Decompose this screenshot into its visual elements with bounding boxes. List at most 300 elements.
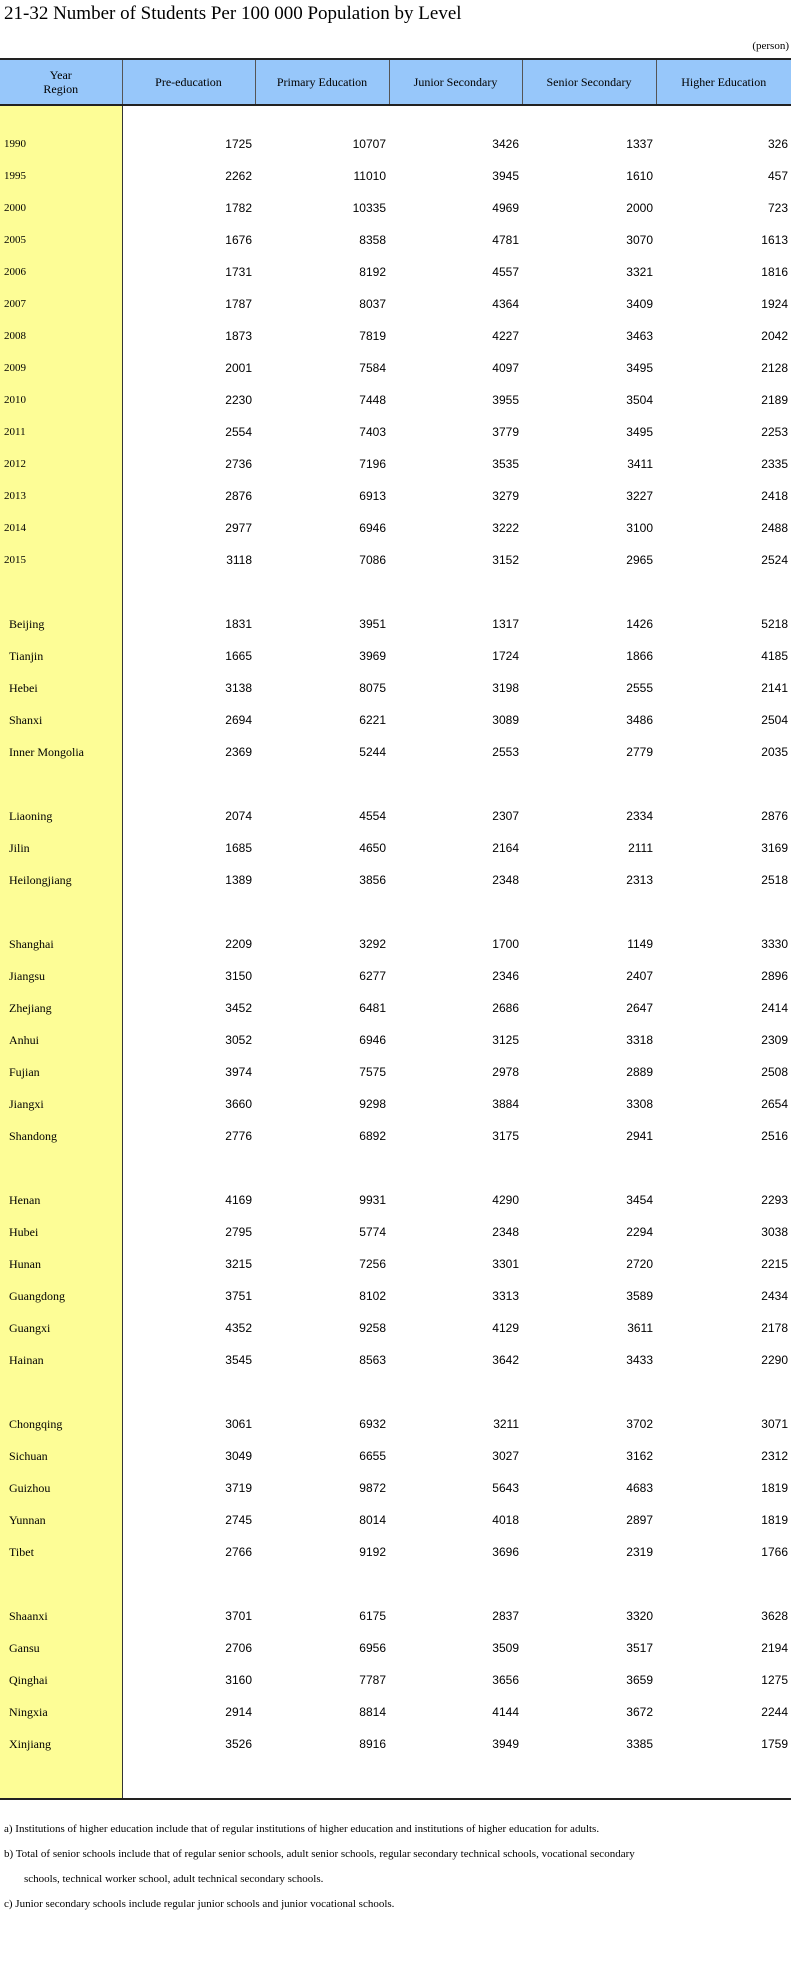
value-cell: 3426 (492, 137, 519, 151)
value-cell: 2000 (626, 201, 653, 215)
value-cell: 4650 (359, 841, 386, 855)
value-cell: 2488 (761, 521, 788, 535)
value-cell: 2178 (761, 1321, 788, 1335)
value-cell: 3517 (626, 1641, 653, 1655)
table-row (0, 608, 791, 640)
region-label: Jiangxi (0, 1088, 122, 1120)
value-cell: 3320 (626, 1609, 653, 1623)
table-row (0, 128, 791, 160)
value-cell: 2766 (225, 1545, 252, 1559)
table-row (0, 1600, 791, 1632)
value-cell: 2914 (225, 1705, 252, 1719)
value-cell: 3321 (626, 265, 653, 279)
value-cell: 3433 (626, 1353, 653, 1367)
value-cell: 3215 (225, 1257, 252, 1271)
table-row (0, 1504, 791, 1536)
value-cell: 3463 (626, 329, 653, 343)
value-cell: 1766 (761, 1545, 788, 1559)
value-cell: 9872 (359, 1481, 386, 1495)
value-cell: 2889 (626, 1065, 653, 1079)
table-row (0, 1664, 791, 1696)
table-row (0, 1632, 791, 1664)
value-cell: 5774 (359, 1225, 386, 1239)
value-cell: 3313 (492, 1289, 519, 1303)
value-cell: 3169 (761, 841, 788, 855)
value-cell: 3659 (626, 1673, 653, 1687)
value-cell: 3071 (761, 1417, 788, 1431)
region-label: Beijing (0, 608, 122, 640)
value-cell: 2647 (626, 1001, 653, 1015)
value-cell: 2128 (761, 361, 788, 375)
stub-cell (0, 1760, 122, 1799)
value-cell: 2434 (761, 1289, 788, 1303)
value-cell: 3162 (626, 1449, 653, 1463)
value-cell: 6913 (359, 489, 386, 503)
table-row (0, 1280, 791, 1312)
year-label: 2012 (0, 448, 122, 480)
value-cell: 2516 (761, 1129, 788, 1143)
value-cell: 1389 (225, 873, 252, 887)
value-cell: 6946 (359, 1033, 386, 1047)
value-cell: 7256 (359, 1257, 386, 1271)
value-cell: 3138 (225, 681, 252, 695)
value-cell: 2414 (761, 1001, 788, 1015)
spacer-row (0, 1568, 791, 1600)
stub-header (0, 59, 122, 105)
value-cell: 5643 (492, 1481, 519, 1495)
region-label: Hainan (0, 1344, 122, 1376)
footnote: schools, technical worker school, adult technical secondary schools. (24, 1873, 324, 1885)
value-cell: 2965 (626, 553, 653, 567)
value-cell: 8563 (359, 1353, 386, 1367)
value-cell: 2407 (626, 969, 653, 983)
empty-cell (122, 896, 255, 928)
value-cell: 9931 (359, 1193, 386, 1207)
region-label: Sichuan (0, 1440, 122, 1472)
value-cell: 7403 (359, 425, 386, 439)
value-cell: 2745 (225, 1513, 252, 1527)
region-label: Hebei (0, 672, 122, 704)
region-label: Yunnan (0, 1504, 122, 1536)
value-cell: 1866 (626, 649, 653, 663)
value-cell: 3486 (626, 713, 653, 727)
value-cell: 2720 (626, 1257, 653, 1271)
value-cell: 7787 (359, 1673, 386, 1687)
value-cell: 10707 (352, 137, 386, 151)
value-cell: 5218 (761, 617, 788, 631)
value-cell: 6892 (359, 1129, 386, 1143)
empty-cell (522, 1152, 656, 1184)
table-row (0, 640, 791, 672)
stub-header-region: Region (43, 82, 79, 96)
value-cell: 2654 (761, 1097, 788, 1111)
value-cell: 1337 (626, 137, 653, 151)
spacer-row (0, 1152, 791, 1184)
empty-cell (389, 105, 522, 128)
value-cell: 3509 (492, 1641, 519, 1655)
value-cell: 1759 (761, 1737, 788, 1751)
value-cell: 2209 (225, 937, 252, 951)
stub-cell (0, 576, 122, 608)
value-cell: 3150 (225, 969, 252, 983)
value-cell: 2346 (492, 969, 519, 983)
table-row (0, 832, 791, 864)
value-cell: 3308 (626, 1097, 653, 1111)
empty-cell (122, 1760, 255, 1799)
value-cell: 2290 (761, 1353, 788, 1367)
empty-cell (122, 1568, 255, 1600)
value-cell: 2141 (761, 681, 788, 695)
table-row (0, 288, 791, 320)
table-row (0, 1120, 791, 1152)
value-cell: 7196 (359, 457, 386, 471)
value-cell: 3100 (626, 521, 653, 535)
value-cell: 2313 (626, 873, 653, 887)
value-cell: 3292 (359, 937, 386, 951)
value-cell: 2035 (761, 745, 788, 759)
year-label: 2010 (0, 384, 122, 416)
table-row (0, 928, 791, 960)
region-label: Tibet (0, 1536, 122, 1568)
value-cell: 1685 (225, 841, 252, 855)
value-cell: 6277 (359, 969, 386, 983)
region-label: Liaoning (0, 800, 122, 832)
value-cell: 1816 (761, 265, 788, 279)
table-row (0, 160, 791, 192)
value-cell: 2348 (492, 873, 519, 887)
value-cell: 3884 (492, 1097, 519, 1111)
value-cell: 3198 (492, 681, 519, 695)
value-cell: 2309 (761, 1033, 788, 1047)
value-cell: 3330 (761, 937, 788, 951)
stub-cell (0, 1152, 122, 1184)
year-label: 2009 (0, 352, 122, 384)
value-cell: 2776 (225, 1129, 252, 1143)
column-header: Pre-education (122, 59, 255, 105)
value-cell: 3318 (626, 1033, 653, 1047)
footnotes (0, 1817, 792, 1917)
value-cell: 2554 (225, 425, 252, 439)
value-cell: 1700 (492, 937, 519, 951)
column-header: Senior Secondary (522, 59, 656, 105)
value-cell: 6946 (359, 521, 386, 535)
stub-cell (0, 1376, 122, 1408)
value-cell: 8102 (359, 1289, 386, 1303)
table-row (0, 1440, 791, 1472)
region-label: Heilongjiang (0, 864, 122, 896)
value-cell: 2262 (225, 169, 252, 183)
value-cell: 3535 (492, 457, 519, 471)
value-cell: 8358 (359, 233, 386, 247)
value-cell: 6956 (359, 1641, 386, 1655)
value-cell: 6221 (359, 713, 386, 727)
value-cell: 4781 (492, 233, 519, 247)
value-cell: 2876 (761, 809, 788, 823)
value-cell: 1149 (627, 937, 653, 951)
value-cell: 1275 (761, 1673, 788, 1687)
value-cell: 9298 (359, 1097, 386, 1111)
value-cell: 3454 (626, 1193, 653, 1207)
year-label: 2015 (0, 544, 122, 576)
value-cell: 3951 (359, 617, 386, 631)
value-cell: 3628 (761, 1609, 788, 1623)
value-cell: 1731 (225, 265, 252, 279)
region-label: Xinjiang (0, 1728, 122, 1760)
value-cell: 2307 (492, 809, 519, 823)
empty-cell (122, 768, 255, 800)
value-cell: 2111 (628, 841, 653, 855)
value-cell: 1831 (225, 617, 252, 631)
empty-cell (522, 896, 656, 928)
value-cell: 3656 (492, 1673, 519, 1687)
table-row (0, 1536, 791, 1568)
value-cell: 2876 (225, 489, 252, 503)
empty-cell (656, 768, 791, 800)
value-cell: 1676 (225, 233, 252, 247)
stub-cell (0, 768, 122, 800)
value-cell: 2253 (761, 425, 788, 439)
empty-cell (656, 1568, 791, 1600)
value-cell: 3061 (225, 1417, 252, 1431)
value-cell: 3589 (626, 1289, 653, 1303)
table-row (0, 1728, 791, 1760)
value-cell: 2215 (761, 1257, 788, 1271)
value-cell: 8075 (359, 681, 386, 695)
region-label: Tianjin (0, 640, 122, 672)
spacer-row (0, 105, 791, 128)
empty-cell (389, 576, 522, 608)
table-row (0, 256, 791, 288)
empty-cell (255, 896, 389, 928)
value-cell: 2293 (761, 1193, 788, 1207)
region-label: Jilin (0, 832, 122, 864)
value-cell: 8192 (359, 265, 386, 279)
value-cell: 2230 (225, 393, 252, 407)
stub-cell (0, 896, 122, 928)
region-label: Hunan (0, 1248, 122, 1280)
empty-cell (656, 1760, 791, 1799)
value-cell: 3504 (626, 393, 653, 407)
table-row (0, 1696, 791, 1728)
region-label: Shaanxi (0, 1600, 122, 1632)
table-row (0, 1472, 791, 1504)
table-row (0, 384, 791, 416)
value-cell: 3175 (492, 1129, 519, 1143)
value-cell: 3211 (493, 1417, 519, 1431)
region-label: Ningxia (0, 1696, 122, 1728)
column-header: Junior Secondary (389, 59, 522, 105)
value-cell: 4683 (626, 1481, 653, 1495)
value-cell: 3038 (761, 1225, 788, 1239)
table-row (0, 736, 791, 768)
empty-cell (255, 1152, 389, 1184)
value-cell: 1610 (626, 169, 653, 183)
value-cell: 3452 (225, 1001, 252, 1015)
value-cell: 8037 (359, 297, 386, 311)
empty-cell (656, 896, 791, 928)
table-row (0, 992, 791, 1024)
value-cell: 3049 (225, 1449, 252, 1463)
empty-cell (522, 1760, 656, 1799)
value-cell: 4290 (492, 1193, 519, 1207)
value-cell: 4969 (492, 201, 519, 215)
statistics-table (0, 58, 791, 1800)
region-label: Shandong (0, 1120, 122, 1152)
year-label: 2011 (0, 416, 122, 448)
table-row (0, 1248, 791, 1280)
table-body (0, 105, 791, 1799)
value-cell: 3672 (626, 1705, 653, 1719)
value-cell: 1782 (225, 201, 252, 215)
value-cell: 5244 (359, 745, 386, 759)
table-row (0, 1184, 791, 1216)
region-label: Anhui (0, 1024, 122, 1056)
footnote: a) Institutions of higher education include that of regular institutions of higher education and institutions of higher education for adults. (4, 1823, 600, 1835)
value-cell: 9258 (359, 1321, 386, 1335)
value-cell: 6655 (359, 1449, 386, 1463)
empty-cell (522, 105, 656, 128)
value-cell: 3089 (492, 713, 519, 727)
value-cell: 3495 (626, 425, 653, 439)
value-cell: 2418 (761, 489, 788, 503)
empty-cell (255, 1568, 389, 1600)
value-cell: 3974 (225, 1065, 252, 1079)
empty-cell (255, 1376, 389, 1408)
value-cell: 3856 (359, 873, 386, 887)
value-cell: 3222 (492, 521, 519, 535)
value-cell: 7448 (359, 393, 386, 407)
value-cell: 3385 (626, 1737, 653, 1751)
empty-cell (255, 768, 389, 800)
value-cell: 1873 (225, 329, 252, 343)
table-row (0, 1312, 791, 1344)
value-cell: 1819 (761, 1513, 788, 1527)
value-cell: 11010 (353, 169, 386, 183)
value-cell: 2164 (492, 841, 519, 855)
value-cell: 2518 (761, 873, 788, 887)
value-cell: 1665 (225, 649, 252, 663)
region-label: Qinghai (0, 1664, 122, 1696)
value-cell: 3070 (626, 233, 653, 247)
column-header: Higher Education (656, 59, 791, 105)
table-row (0, 1344, 791, 1376)
value-cell: 3495 (626, 361, 653, 375)
year-label: 2000 (0, 192, 122, 224)
stub-cell (0, 105, 122, 128)
value-cell: 4227 (492, 329, 519, 343)
value-cell: 1317 (492, 617, 519, 631)
region-label: Guangxi (0, 1312, 122, 1344)
value-cell: 3411 (627, 457, 653, 471)
value-cell: 2508 (761, 1065, 788, 1079)
year-label: 2008 (0, 320, 122, 352)
value-cell: 7575 (359, 1065, 386, 1079)
page-title: 21-32 Number of Students Per 100 000 Population by Level (4, 3, 462, 24)
year-label: 1995 (0, 160, 122, 192)
value-cell: 2504 (761, 713, 788, 727)
value-cell: 4554 (359, 809, 386, 823)
table-header (0, 59, 791, 105)
spacer-row (0, 1376, 791, 1408)
value-cell: 3611 (627, 1321, 653, 1335)
value-cell: 3152 (492, 553, 519, 567)
value-cell: 2194 (761, 1641, 788, 1655)
value-cell: 2941 (626, 1129, 653, 1143)
value-cell: 4557 (492, 265, 519, 279)
value-cell: 1426 (626, 617, 653, 631)
empty-cell (255, 105, 389, 128)
table-row (0, 512, 791, 544)
value-cell: 2553 (492, 745, 519, 759)
value-cell: 3642 (492, 1353, 519, 1367)
region-label: Henan (0, 1184, 122, 1216)
year-label: 2005 (0, 224, 122, 256)
value-cell: 2042 (761, 329, 788, 343)
value-cell: 3702 (626, 1417, 653, 1431)
value-cell: 1724 (492, 649, 519, 663)
empty-cell (656, 576, 791, 608)
value-cell: 3279 (492, 489, 519, 503)
value-cell: 3118 (226, 553, 252, 567)
value-cell: 4129 (492, 1321, 519, 1335)
table-row (0, 480, 791, 512)
value-cell: 8014 (359, 1513, 386, 1527)
value-cell: 7086 (359, 553, 386, 567)
value-cell: 7584 (359, 361, 386, 375)
empty-cell (122, 1376, 255, 1408)
value-cell: 8814 (359, 1705, 386, 1719)
value-cell: 3701 (225, 1609, 252, 1623)
region-label: Inner Mongolia (0, 736, 122, 768)
value-cell: 3779 (492, 425, 519, 439)
value-cell: 10335 (352, 201, 386, 215)
value-cell: 6481 (359, 1001, 386, 1015)
empty-cell (522, 576, 656, 608)
table-row (0, 448, 791, 480)
value-cell: 2189 (761, 393, 788, 407)
table-row (0, 800, 791, 832)
value-cell: 3526 (225, 1737, 252, 1751)
year-label: 2014 (0, 512, 122, 544)
table-row (0, 1088, 791, 1120)
table-row (0, 864, 791, 896)
value-cell: 3125 (492, 1033, 519, 1047)
year-label: 1990 (0, 128, 122, 160)
year-label: 2006 (0, 256, 122, 288)
stub-header-year: Year (49, 68, 72, 82)
value-cell: 2244 (761, 1705, 788, 1719)
empty-cell (656, 105, 791, 128)
region-label: Chongqing (0, 1408, 122, 1440)
value-cell: 4144 (492, 1705, 519, 1719)
value-cell: 4169 (225, 1193, 252, 1207)
stub-cell (0, 1568, 122, 1600)
value-cell: 2686 (492, 1001, 519, 1015)
empty-cell (522, 768, 656, 800)
value-cell: 3301 (492, 1257, 519, 1271)
region-label: Guangdong (0, 1280, 122, 1312)
value-cell: 6932 (359, 1417, 386, 1431)
empty-cell (389, 1376, 522, 1408)
table-row (0, 1408, 791, 1440)
value-cell: 3545 (225, 1353, 252, 1367)
table-row (0, 672, 791, 704)
spacer-row (0, 576, 791, 608)
value-cell: 2706 (225, 1641, 252, 1655)
value-cell: 2897 (626, 1513, 653, 1527)
value-cell: 1819 (761, 1481, 788, 1495)
empty-cell (522, 1376, 656, 1408)
